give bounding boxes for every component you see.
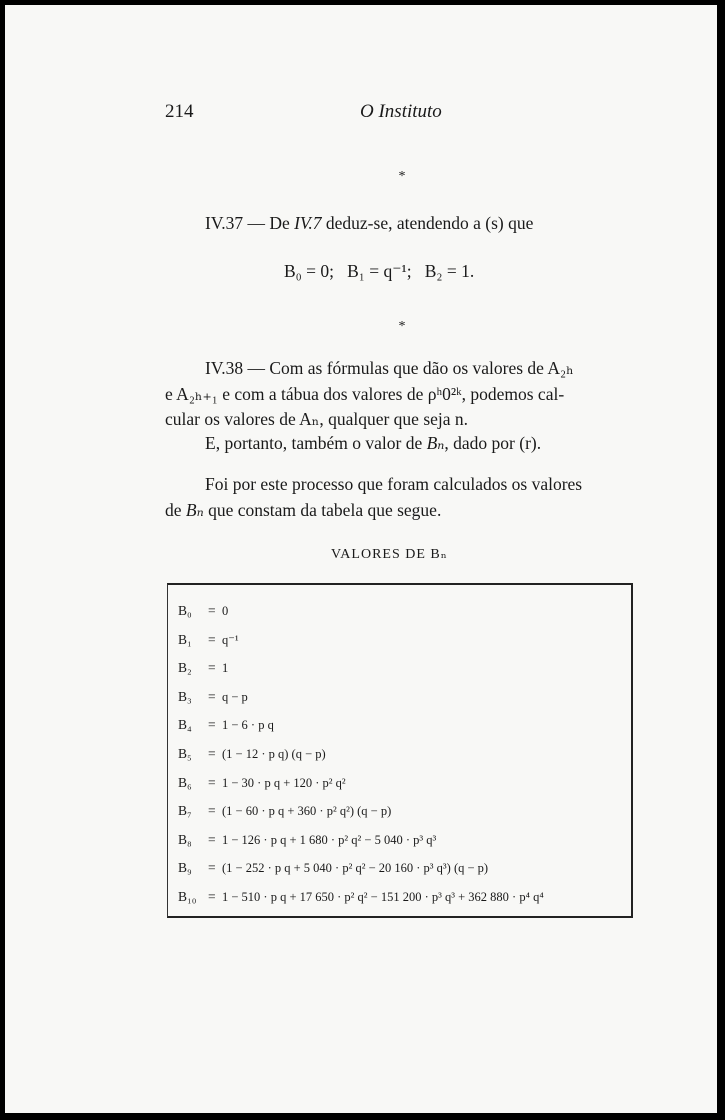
iv38-line-4-var: Bₙ: [426, 433, 445, 453]
row-expression: 1: [222, 661, 229, 676]
row-expression: 1 − 30 · p q + 120 · p² q²: [222, 775, 346, 790]
iv37-ref: IV.7: [294, 213, 322, 233]
table-row: [178, 860, 488, 876]
iv37-formula: B₀ = 0; B₁ = q⁻¹; B₂ = 1.: [284, 261, 475, 281]
row-expression: q⁻¹: [222, 632, 239, 647]
table-row: [178, 832, 436, 848]
table-row: [178, 660, 228, 676]
para-line-1: Foi por este processo que foram calculados os valores: [205, 474, 583, 494]
page: [5, 5, 717, 1113]
row-label: B₉: [178, 860, 192, 876]
row-expression: 1 − 510 · p q + 17 650 · p² q² − 151 200 · p³ q³ + 362 880 · p⁴ q⁴: [222, 890, 544, 904]
equals-sign: =: [208, 860, 216, 876]
iv38-line-1: IV.38 — Com as fórmulas que dão os valores de A₂ₕ: [205, 358, 574, 378]
row-label: B₆: [178, 774, 192, 790]
row-label: B₃: [178, 688, 192, 704]
iv38-line-4: [205, 431, 541, 455]
table-row: [178, 717, 274, 733]
equals-sign: =: [208, 831, 216, 847]
row-label: B₈: [178, 831, 192, 847]
equals-sign: =: [208, 603, 216, 618]
table-row: [178, 775, 346, 791]
table-row: [178, 746, 326, 762]
row-expression: (1 − 252 · p q + 5 040 · p² q² − 20 160 · p³ q³) (q − p): [222, 861, 489, 876]
page-number: 214: [165, 101, 194, 122]
iv37-prefix: IV.37 — De: [205, 213, 295, 233]
row-expression: (1 − 60 · p q + 360 · p² q²) (q − p): [222, 804, 392, 819]
equals-sign: =: [208, 889, 216, 904]
row-label: B₀: [178, 603, 192, 618]
table-row: [178, 889, 544, 905]
para-line-2-var: Bₙ: [185, 500, 204, 520]
table-caption: VALORES DE Bₙ: [331, 547, 448, 562]
para-line-2: [165, 498, 441, 522]
row-expression: (1 − 12 · p q) (q − p): [222, 747, 326, 761]
equals-sign: =: [208, 631, 216, 647]
table-row: [178, 803, 391, 819]
iv38-line-3: cular os valores de Aₙ, qualquer que seja n.: [165, 409, 469, 429]
para-line-2-prefix: de: [165, 500, 186, 520]
separator-asterisk: *: [398, 169, 406, 184]
row-label: B₂: [178, 660, 192, 676]
row-label: B₁: [178, 631, 192, 647]
separator-asterisk-2: *: [398, 319, 406, 334]
equals-sign: =: [208, 803, 216, 819]
equals-sign: =: [208, 774, 216, 790]
running-title: O Instituto: [360, 101, 442, 122]
equals-sign: =: [208, 660, 216, 676]
iv38-line-4-suffix: , dado por (r).: [444, 433, 542, 453]
values-table: [167, 583, 633, 918]
equals-sign: =: [208, 717, 216, 733]
table-row: [178, 689, 248, 705]
row-label: B₅: [178, 746, 192, 761]
equals-sign: =: [208, 688, 216, 704]
row-expression: 0: [222, 604, 229, 618]
para-line-2-suffix: que constam da tabela que segue.: [203, 500, 442, 520]
row-expression: 1 − 126 · p q + 1 680 · p² q² − 5 040 · p³ q³: [222, 832, 437, 847]
iv37-heading: [205, 211, 533, 235]
table-row: [178, 632, 239, 648]
equals-sign: =: [208, 746, 216, 761]
row-expression: 1 − 6 · p q: [222, 718, 274, 733]
row-label: B₄: [178, 717, 192, 733]
row-label: B₇: [178, 803, 192, 819]
iv38-line-2: e A₂ₕ₊₁ e com a tábua dos valores de ρʰ0²ᵏ, podemos cal-: [165, 384, 565, 404]
table-row: [178, 603, 228, 619]
iv37-suffix: deduz-se, atendendo a (s) que: [321, 213, 534, 233]
row-label: B₁₀: [178, 889, 197, 904]
iv38-line-4-prefix: E, portanto, também o valor de: [205, 433, 427, 453]
row-expression: q − p: [222, 689, 248, 704]
